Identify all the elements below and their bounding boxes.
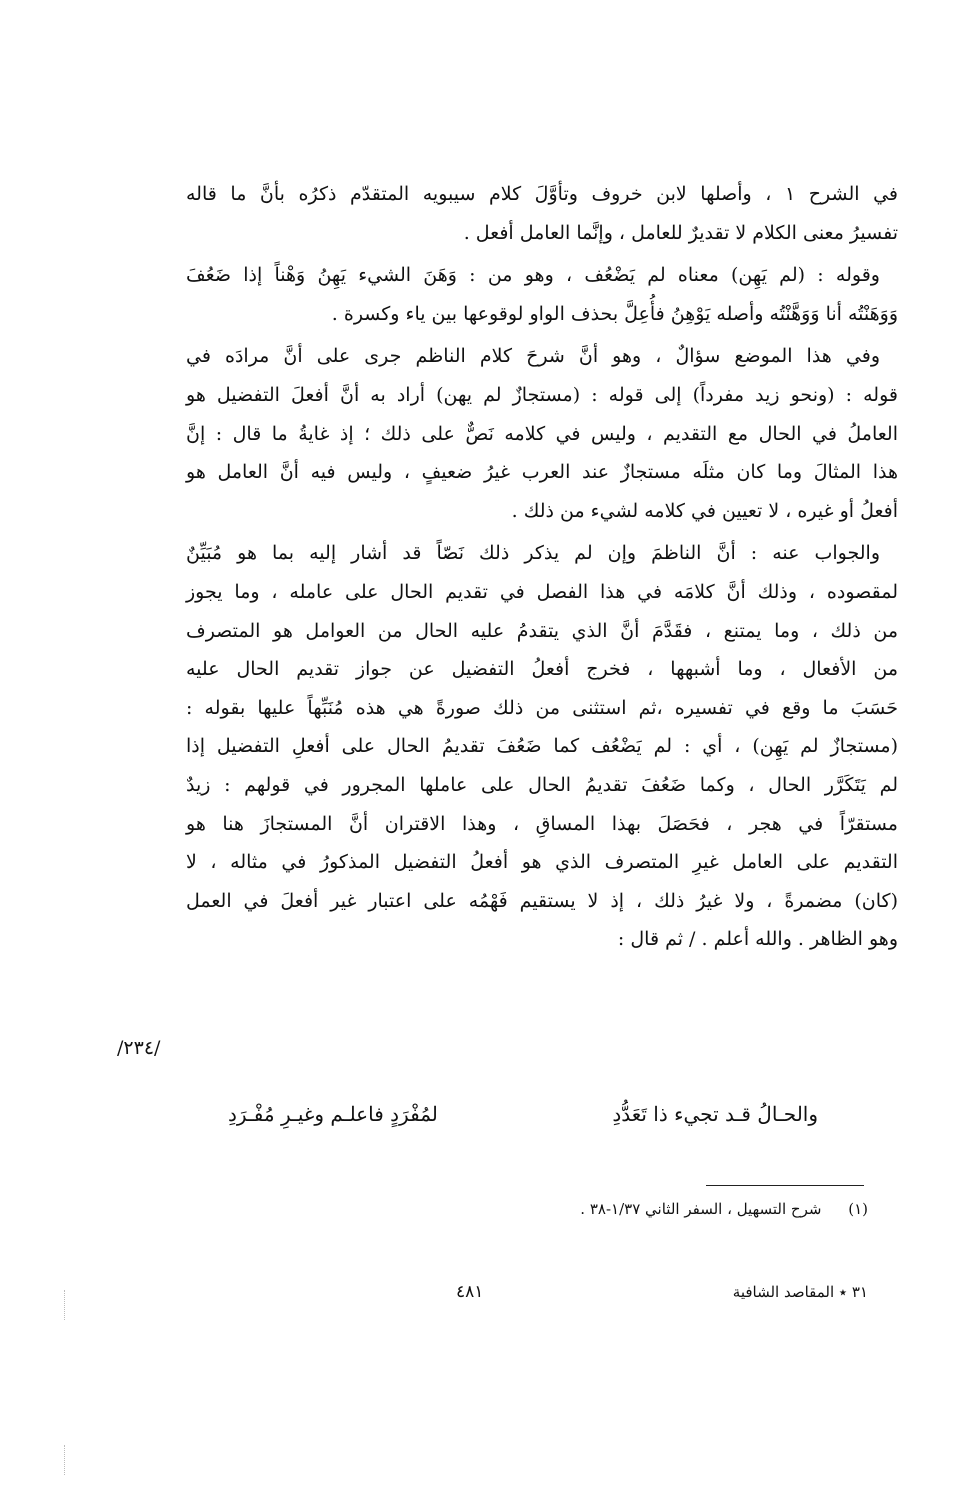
- poem-verse: [228, 1102, 818, 1126]
- scan-edge-mark: [64, 1290, 66, 1320]
- text-line: من ذلك ، وما يمتنع ، فقَدَّمَ أنَّ الذي يتقدمُ عليه الحال من العوامل هو المتصرف: [186, 619, 898, 642]
- margin-page-reference: /٢٣٤/: [117, 1037, 161, 1059]
- signature-mark: ٣١ ٭ المقاصد الشافية: [732, 1283, 868, 1301]
- text-line: وَوَهَنْتُه أنا وَوَهَّنْتُه وأصله يَوْهِنُ فأُعِلَّ بحذف الواو لوقوعها بين ياء وكسرة .: [331, 302, 898, 325]
- poem-hemistich-left: لمُفْرَدٍ فاعلـم وغيـرِ مُفْـرَدِ: [228, 1102, 438, 1126]
- text-line: أفعلُ أو غيره ، لا تعيين في كلامه لشيء من ذلك .: [511, 499, 898, 522]
- text-line: حَسَبَ ما وقع في تفسيره ،ثم استثنى من ذلك صورةً هي هذه مُنَبِّهاً عليها بقوله :: [186, 696, 898, 719]
- text-line: لم يَتَكَرَّر الحال ، وكما ضَعُفَ تقديمُ الحال على عاملها المجرور في قولهم : زيدٌ: [186, 773, 898, 796]
- scan-edge-mark: [64, 1445, 66, 1475]
- text-line: تفسيرُ معنى الكلام لا تقديرٌ للعامل ، وإنَّما العامل أفعل .: [463, 221, 898, 244]
- poem-hemistich-right: والحـالُ قـد تجيء ذا تَعَدُّدِ: [612, 1102, 818, 1126]
- footnote-separator: [706, 1185, 864, 1186]
- text-line: في الشرح ١ ، وأصلها لابن خروف وتأوَّلَ كلام سيبويه المتقدّم ذكرُه بأنَّ ما قاله: [186, 183, 898, 205]
- text-line: لمقصوده ، وذلك أنَّ كلامَه في هذا الفصل في تقديم الحال على عامله ، وما يجوز: [186, 580, 898, 603]
- text-line: هذا المثالَ وما كان مثلَه مستجازٌ عند العرب غيرُ ضعيفٍ ، وليس فيه أنَّ العامل هو: [186, 461, 898, 484]
- footnote: [580, 1200, 868, 1218]
- text-line: من الأفعال ، وما أشبهها ، فخرج أفعلُ التفضيل عن جواز تقديم الحال عليه: [186, 658, 898, 681]
- text-line: والجواب عنه : أنَّ الناظمَ وإن لم يذكر ذلك نَصّاً قد أشار إليه بما هو مُبَيِّنٌ: [186, 542, 880, 565]
- text-line: وهو الظاهر . والله أعلم . / ثم قال :: [617, 928, 898, 951]
- text-line: وقوله : (لم يَهِن) معناه لم يَضْعُف ، وهو من : وَهَنَ الشيء يَهِنُ وَهْناً إذا ضَعُفَ: [186, 264, 880, 287]
- text-line: مستقرّاً في هجر ، فحَصَلَ بهذا المساقِ ، وهذا الاقتران أنَّ المستجازَ هنا هو: [186, 812, 898, 835]
- footnote-number: (١): [848, 1200, 868, 1218]
- text-line: التقديم على العامل غيرِ المتصرف الذي هو أفعلُ التفضيل المذكورُ في مثاله ، لا: [186, 851, 898, 874]
- text-line: قوله : (ونحو زيد مفرداً) إلى قوله : (مستجازٌ لم يهن) أراد به أنَّ أفعلَ التفضيل هو: [186, 383, 898, 406]
- main-text: [186, 175, 898, 959]
- text-line: العاملُ في الحال مع التقديم ، وليس في كلامه نَصٌّ على ذلك ؛ إذ غايةُ ما قال : إنَّ: [186, 422, 898, 445]
- text-line: (مستجازٌ لم يَهِن) ، أي : لم يَضْعُف كما ضَعُفَ تقديمُ الحال على أفعلِ التفضيل إذا: [186, 735, 898, 758]
- text-line: وفي هذا الموضع سؤالٌ ، وهو أنَّ شرحَ كلام الناظم جرى على أنَّ مرادَه في: [186, 345, 880, 368]
- page-number: ٤٨١: [456, 1282, 484, 1302]
- text-line: (كان) مضمرةً ، ولا غيرُ ذلك ، إذ لا يستقيم فَهْمُه على اعتبار غير أفعلَ في العمل: [186, 889, 898, 912]
- footnote-text: شرح التسهيل ، السفر الثاني ١/٣٧-٣٨ .: [580, 1200, 822, 1218]
